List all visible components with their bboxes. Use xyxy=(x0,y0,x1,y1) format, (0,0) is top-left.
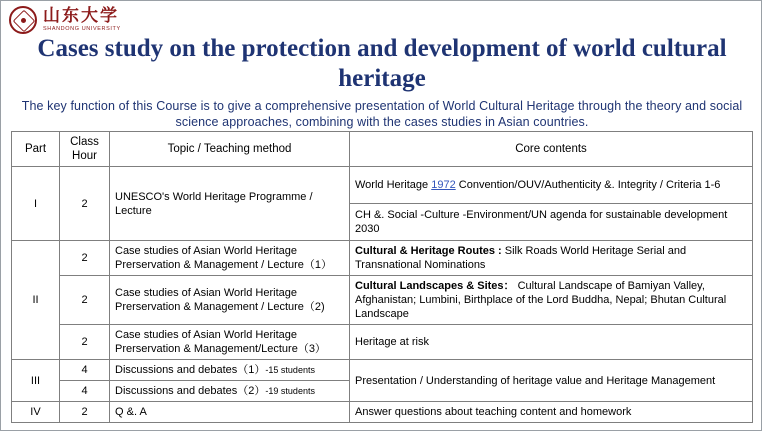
year-link[interactable]: 1972 xyxy=(431,179,456,191)
column-header-class-hour-line2: Hour xyxy=(72,150,97,162)
core-text-pre: World Heritage xyxy=(355,179,432,191)
cell-topic: Q &. A xyxy=(110,402,350,423)
topic-student-count: -15 students xyxy=(265,365,315,375)
logo-text-block xyxy=(43,7,121,33)
cell-class-hour: 2 xyxy=(60,402,110,423)
table-row xyxy=(12,241,753,276)
topic-main-text: Discussions and debates（1） xyxy=(115,364,266,376)
core-bold-label: Cultural Landscapes & Sites： xyxy=(355,280,515,292)
cell-core-contents: Presentation / Understanding of heritage value and Heritage Management xyxy=(350,360,753,402)
cell-class-hour: 4 xyxy=(60,360,110,381)
page-title: Cases study on the protection and development of world cultural heritage xyxy=(37,35,727,92)
core-bold-label: Cultural & Heritage Routes : xyxy=(355,245,502,257)
cell-class-hour: 2 xyxy=(60,325,110,360)
core-text-post: Convention/OUV/Authenticity &. Integrity / Criteria 1-6 xyxy=(455,179,721,191)
table-row xyxy=(12,402,753,423)
university-logo xyxy=(9,5,121,35)
logo-chinese-name: 山东大学 xyxy=(43,6,119,26)
cell-part: III xyxy=(12,360,60,402)
logo-english-name: SHANDONG UNIVERSITY xyxy=(43,26,121,32)
cell-topic xyxy=(110,381,350,402)
table-row xyxy=(12,276,753,325)
column-header-topic: Topic / Teaching method xyxy=(110,132,350,167)
intro-paragraph: The key function of this Course is to give a comprehensive presentation of World Cultural Heritage through the theory and social science approaches, combining with the cases studies in Asian countries. xyxy=(21,99,743,129)
cell-part: I xyxy=(12,167,60,241)
topic-main-text: Discussions and debates（2） xyxy=(115,385,266,397)
column-header-part: Part xyxy=(12,132,60,167)
cell-core-contents xyxy=(350,241,753,276)
cell-topic: Case studies of Asian World Heritage Prerservation & Management/Lecture（3） xyxy=(110,325,350,360)
cell-part: IV xyxy=(12,402,60,423)
column-header-class-hour xyxy=(60,132,110,167)
cell-class-hour: 2 xyxy=(60,241,110,276)
core-text: Cultural Landscape of Bamiyan Valley, Afghanistan; Lumbini, Birthplace of the Lord Buddha, Nepal; Bhutan Cultural Landscape xyxy=(355,280,727,320)
university-seal-icon xyxy=(9,6,37,34)
core-text: Silk Roads World Heritage Serial and Transnational Nominations xyxy=(355,245,687,271)
table-row xyxy=(12,325,753,360)
cell-core-contents xyxy=(350,167,753,204)
cell-core-contents xyxy=(350,276,753,325)
course-schedule-table xyxy=(11,131,753,423)
table-header xyxy=(12,132,753,167)
cell-core-contents: Answer questions about teaching content and homework xyxy=(350,402,753,423)
table-header-row xyxy=(12,132,753,167)
cell-topic: Case studies of Asian World Heritage Prerservation & Management / Lecture（1） xyxy=(110,241,350,276)
cell-topic: Case studies of Asian World Heritage Prerservation & Management / Lecture（2) xyxy=(110,276,350,325)
cell-part: II xyxy=(12,241,60,360)
cell-topic xyxy=(110,360,350,381)
topic-student-count: -19 students xyxy=(265,386,315,396)
table-row xyxy=(12,167,753,204)
table-row xyxy=(12,360,753,381)
cell-class-hour: 4 xyxy=(60,381,110,402)
cell-class-hour: 2 xyxy=(60,276,110,325)
column-header-class-hour-line1: Class xyxy=(70,136,99,148)
cell-class-hour: 2 xyxy=(60,167,110,241)
cell-core-contents: CH &. Social -Culture -Environment/UN agenda for sustainable development 2030 xyxy=(350,204,753,241)
table-body xyxy=(12,167,753,423)
cell-topic: UNESCO's World Heritage Programme / Lecture xyxy=(110,167,350,241)
cell-core-contents: Heritage at risk xyxy=(350,325,753,360)
column-header-core-contents: Core contents xyxy=(350,132,753,167)
